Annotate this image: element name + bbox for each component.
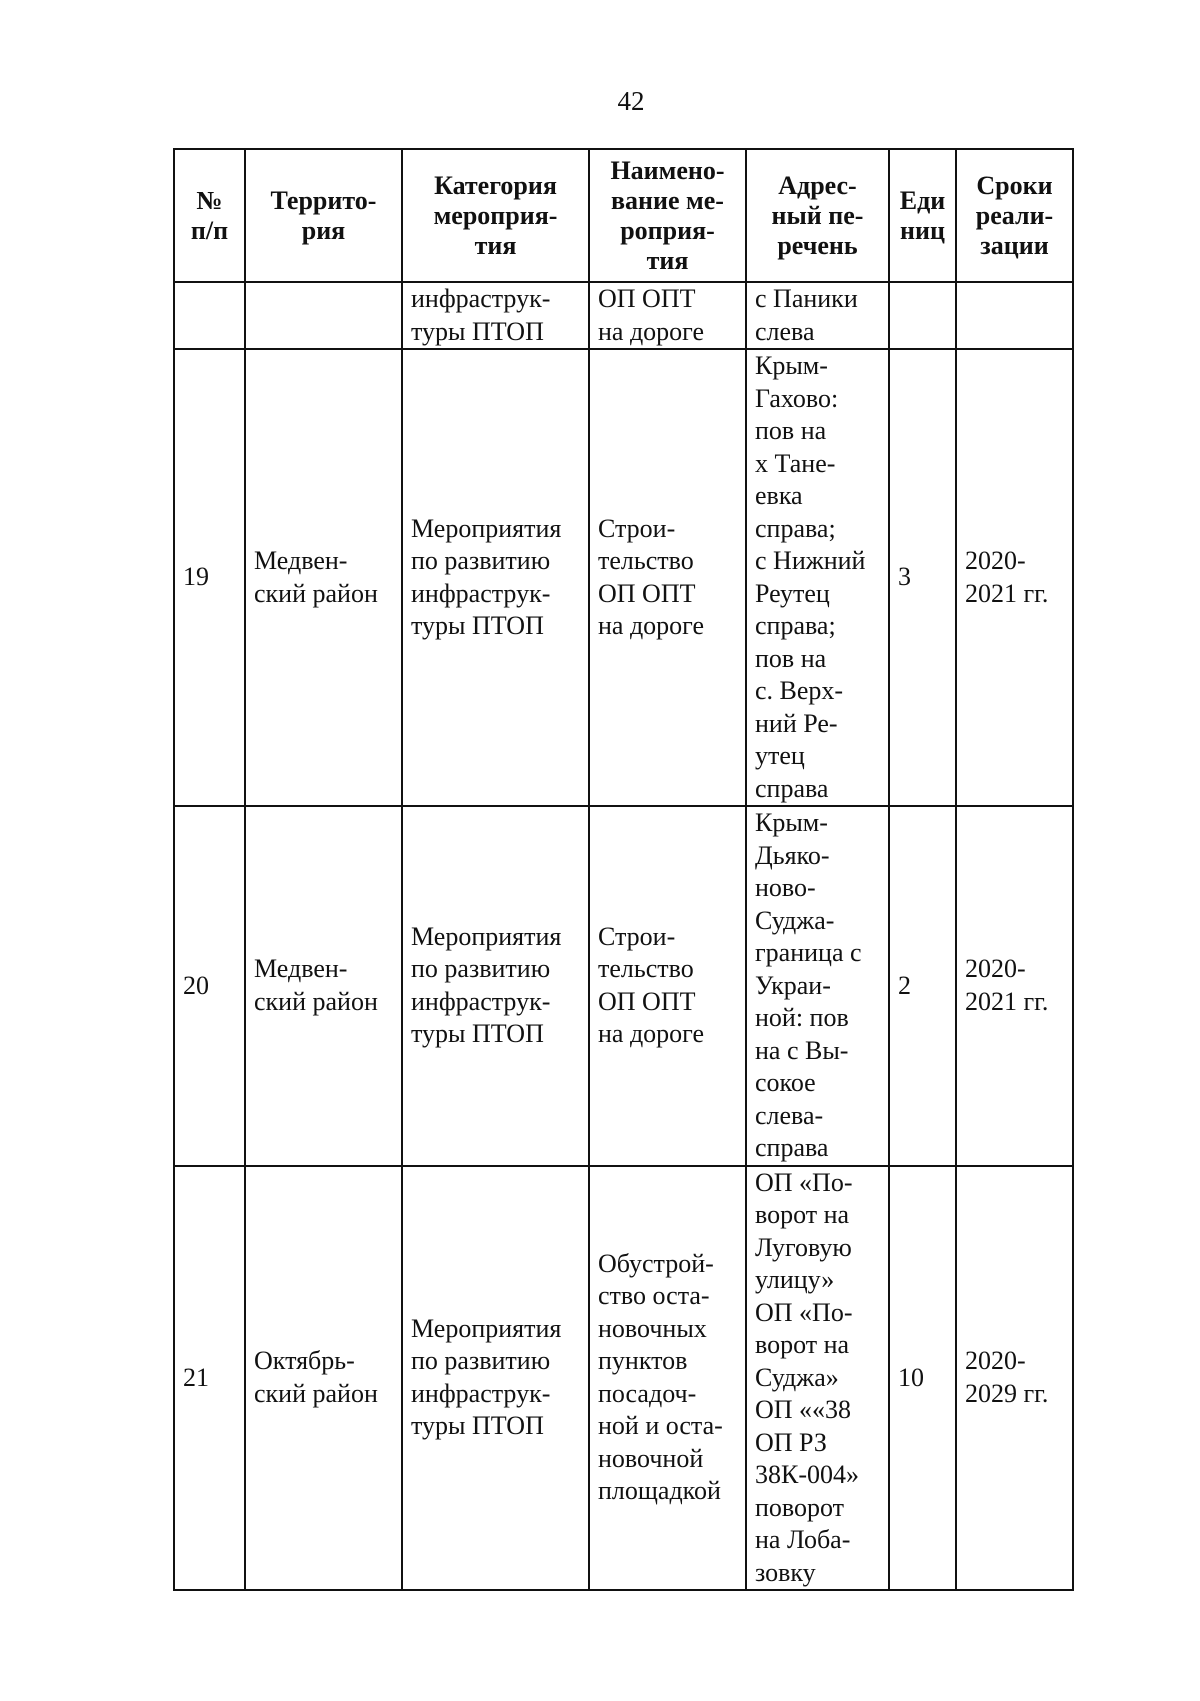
cell-category: инфраструк- туры ПТОП	[402, 282, 589, 349]
header-address-list: Адрес- ный пе- речень	[746, 149, 889, 282]
cell-category: Мероприятия по развитию инфраструк- туры ПТОП	[402, 349, 589, 806]
measures-table	[173, 148, 1074, 1591]
cell-territory: Медвен- ский район	[245, 349, 402, 806]
header-period: Сроки реали- зации	[956, 149, 1073, 282]
cell-measure-name: Строи- тельство ОП ОПТ на дороге	[589, 349, 746, 806]
header-units: Еди ниц	[889, 149, 956, 282]
table-row	[174, 1166, 1073, 1591]
cell-period: 2020- 2021 гг.	[956, 806, 1073, 1166]
cell-measure-name: ОП ОПТ на дороге	[589, 282, 746, 349]
cell-number: 20	[174, 806, 245, 1166]
header-number: № п/п	[174, 149, 245, 282]
cell-address-list: ОП «По- ворот на Луговую улицу» ОП «По- ворот на Суджа» ОП ««38 ОП РЗ 38К-004» поворот на Лоба- зовку	[746, 1166, 889, 1591]
cell-period: 2020- 2021 гг.	[956, 349, 1073, 806]
cell-units: 10	[889, 1166, 956, 1591]
table-header-row	[174, 149, 1073, 282]
cell-territory	[245, 282, 402, 349]
cell-category: Мероприятия по развитию инфраструк- туры ПТОП	[402, 1166, 589, 1591]
cell-territory: Октябрь- ский район	[245, 1166, 402, 1591]
cell-measure-name: Обустрой- ство оста- новочных пунктов посадоч- ной и оста- новочной площадкой	[589, 1166, 746, 1591]
cell-period	[956, 282, 1073, 349]
cell-address-list: Крым- Гахово: пов на х Тане- евка справа; с Нижний Реутец справа; пов на с. Верх- ний Ре- утец справа	[746, 349, 889, 806]
header-measure-name: Наимено- вание ме- роприя- тия	[589, 149, 746, 282]
table-row-continuation	[174, 282, 1073, 349]
table-row	[174, 806, 1073, 1166]
cell-territory: Медвен- ский район	[245, 806, 402, 1166]
cell-number: 19	[174, 349, 245, 806]
cell-units	[889, 282, 956, 349]
cell-number	[174, 282, 245, 349]
table-row	[174, 349, 1073, 806]
cell-address-list: Крым- Дьяко- ново- Суджа- граница с Украи- ной: пов на с Вы- сокое слева- справа	[746, 806, 889, 1166]
cell-category: Мероприятия по развитию инфраструк- туры ПТОП	[402, 806, 589, 1166]
page-number: 42	[617, 86, 645, 116]
cell-address-list: с Паники слева	[746, 282, 889, 349]
cell-units: 2	[889, 806, 956, 1166]
cell-number: 21	[174, 1166, 245, 1591]
cell-period: 2020- 2029 гг.	[956, 1166, 1073, 1591]
header-territory: Террито- рия	[245, 149, 402, 282]
header-category: Категория мероприя- тия	[402, 149, 589, 282]
cell-measure-name: Строи- тельство ОП ОПТ на дороге	[589, 806, 746, 1166]
cell-units: 3	[889, 349, 956, 806]
